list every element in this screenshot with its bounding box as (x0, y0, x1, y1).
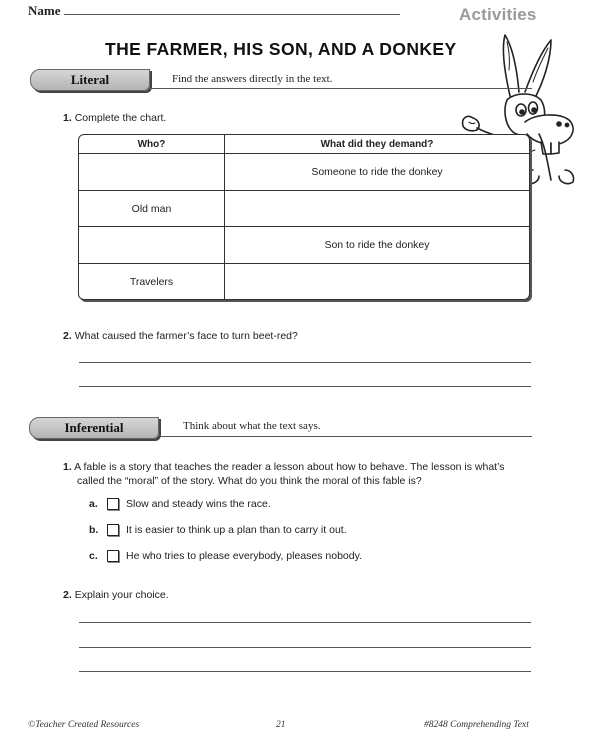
chart-cell-who[interactable] (79, 154, 225, 191)
chart-row (79, 190, 529, 227)
chart-cell-demand[interactable] (225, 264, 530, 299)
chart-row (79, 227, 529, 264)
question-number: 2. (63, 330, 72, 342)
inferential-description: Think about what the text says. (183, 420, 321, 432)
option-text: He who tries to please everybody, pleases nobody. (126, 550, 362, 562)
inferential-q1 (63, 460, 533, 488)
literal-rule (150, 88, 532, 89)
chart-header-who: Who? (79, 135, 225, 154)
answer-line[interactable] (79, 647, 531, 648)
option-letter: c. (89, 550, 98, 562)
footer-page-number: 21 (276, 720, 286, 730)
answer-line[interactable] (79, 386, 531, 387)
inferential-q2 (63, 588, 169, 602)
literal-q1 (63, 111, 166, 125)
answer-line[interactable] (79, 671, 531, 672)
option-text: It is easier to think up a plan than to carry it out. (126, 524, 347, 536)
chart-row (79, 264, 529, 299)
chart-cell-demand[interactable]: Someone to ride the donkey (311, 165, 443, 178)
question-text: What caused the farmer’s face to turn beet-red? (74, 330, 298, 342)
question-text-line2: called the “moral” of the story. What do you think the moral of this fable is? (77, 475, 422, 487)
chart-cell-demand[interactable] (225, 190, 530, 227)
literal-q2 (63, 329, 298, 343)
inferential-rule (160, 436, 532, 437)
footer-copyright: ©Teacher Created Resources (28, 720, 140, 730)
option-c[interactable] (89, 550, 362, 562)
option-letter: a. (89, 498, 98, 510)
checkbox[interactable] (107, 550, 119, 562)
name-line[interactable] (64, 14, 400, 15)
chart-cell-who[interactable]: Old man (79, 190, 225, 227)
question-text-line1: A fable is a story that teaches the reader a lesson about how to behave. The lesson is what’s (74, 461, 505, 473)
inferential-tab: Inferential (29, 417, 159, 439)
literal-description: Find the answers directly in the text. (172, 73, 333, 85)
option-b[interactable] (89, 524, 347, 536)
question-number: 1. (63, 461, 72, 473)
chart-cell-demand[interactable]: Son to ride the donkey (225, 227, 530, 264)
question-number: 2. (63, 589, 72, 601)
name-label: Name (28, 3, 61, 18)
activities-label: Activities (459, 5, 537, 24)
option-text: Slow and steady wins the race. (126, 498, 271, 510)
question-text: Explain your choice. (74, 589, 169, 601)
chart-header-row (79, 135, 529, 154)
chart-cell-who[interactable]: Travelers (79, 264, 225, 299)
footer-book-title: #8248 Comprehending Text (424, 720, 529, 730)
chart-cell-who[interactable] (79, 227, 225, 264)
checkbox[interactable] (107, 498, 119, 510)
option-letter: b. (89, 524, 99, 536)
page-title: THE FARMER, HIS SON, AND A DONKEY (105, 39, 457, 59)
chart-header-demand: What did they demand? (225, 135, 530, 154)
answer-line[interactable] (79, 622, 531, 623)
chart-row (79, 154, 529, 191)
checkbox[interactable] (107, 524, 119, 536)
question-text: Complete the chart. (74, 112, 167, 124)
literal-tab: Literal (30, 69, 150, 91)
answer-chart (78, 134, 530, 300)
option-a[interactable] (89, 498, 271, 510)
answer-line[interactable] (79, 362, 531, 363)
question-number: 1. (63, 112, 72, 124)
